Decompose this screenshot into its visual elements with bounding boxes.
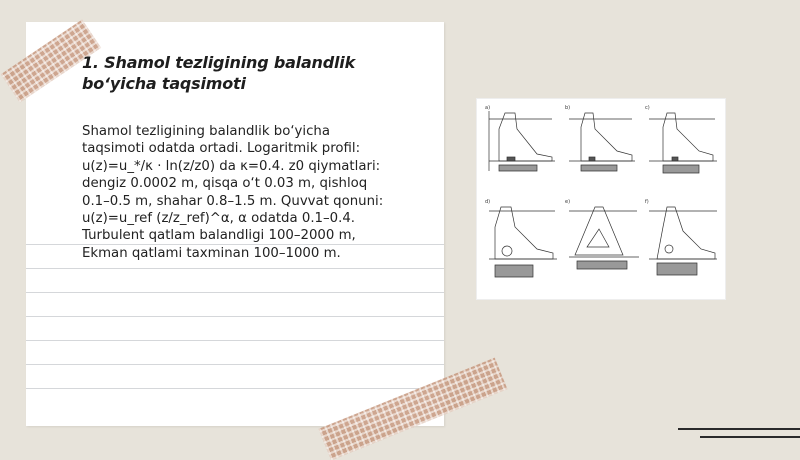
ruled-line — [26, 364, 444, 365]
decorative-line — [678, 428, 800, 430]
panel-label-f: f) — [645, 199, 649, 205]
body-line: taqsimoti odatda ortadi. Logaritmik profil: — [82, 141, 361, 157]
dam-cross-sections-diagram — [477, 99, 725, 299]
decorative-line — [700, 436, 800, 438]
panel-c — [645, 105, 717, 173]
body-line: dengiz 0.0002 m, qisqa o‘t 0.03 m, qishloq — [82, 176, 368, 192]
slide-title — [82, 52, 412, 94]
panel-f — [645, 199, 717, 275]
panel-label-e: e) — [565, 199, 571, 205]
body-line: Turbulent qatlam balandligi 100–2000 m, — [82, 228, 356, 244]
body-line: Shamol tezligining balandlik bo‘yicha — [82, 124, 331, 139]
body-line: u(z)=u_ref (z/z_ref)^α, α odatda 0.1–0.4. — [82, 211, 356, 227]
body-line: Ekman qatlami taxminan 100–1000 m. — [82, 245, 341, 261]
body-line: 0.1–0.5 m, shahar 0.8–1.5 m. Quvvat qonuni: — [82, 193, 384, 209]
ruled-line — [26, 388, 444, 389]
ruled-line — [26, 292, 444, 293]
panel-label-a: a) — [485, 105, 491, 111]
panel-e — [565, 199, 639, 269]
panel-b — [565, 105, 635, 171]
slide-body-text — [82, 123, 422, 262]
ruled-line — [26, 268, 444, 269]
title-line-1: 1. Shamol tezligining balandlik — [82, 53, 356, 72]
panel-d — [485, 199, 557, 277]
panel-label-d: d) — [485, 199, 491, 205]
dam-diagram-figure — [476, 98, 726, 300]
ruled-line — [26, 340, 444, 341]
panel-label-c: c) — [645, 105, 650, 111]
title-line-2: bo‘yicha taqsimoti — [82, 74, 246, 93]
panel-a — [485, 105, 555, 171]
panel-label-b: b) — [565, 105, 571, 111]
body-line: u(z)=u_*/κ · ln(z/z0) da κ=0.4. z0 qiymatlari: — [82, 158, 381, 174]
ruled-line — [26, 316, 444, 317]
